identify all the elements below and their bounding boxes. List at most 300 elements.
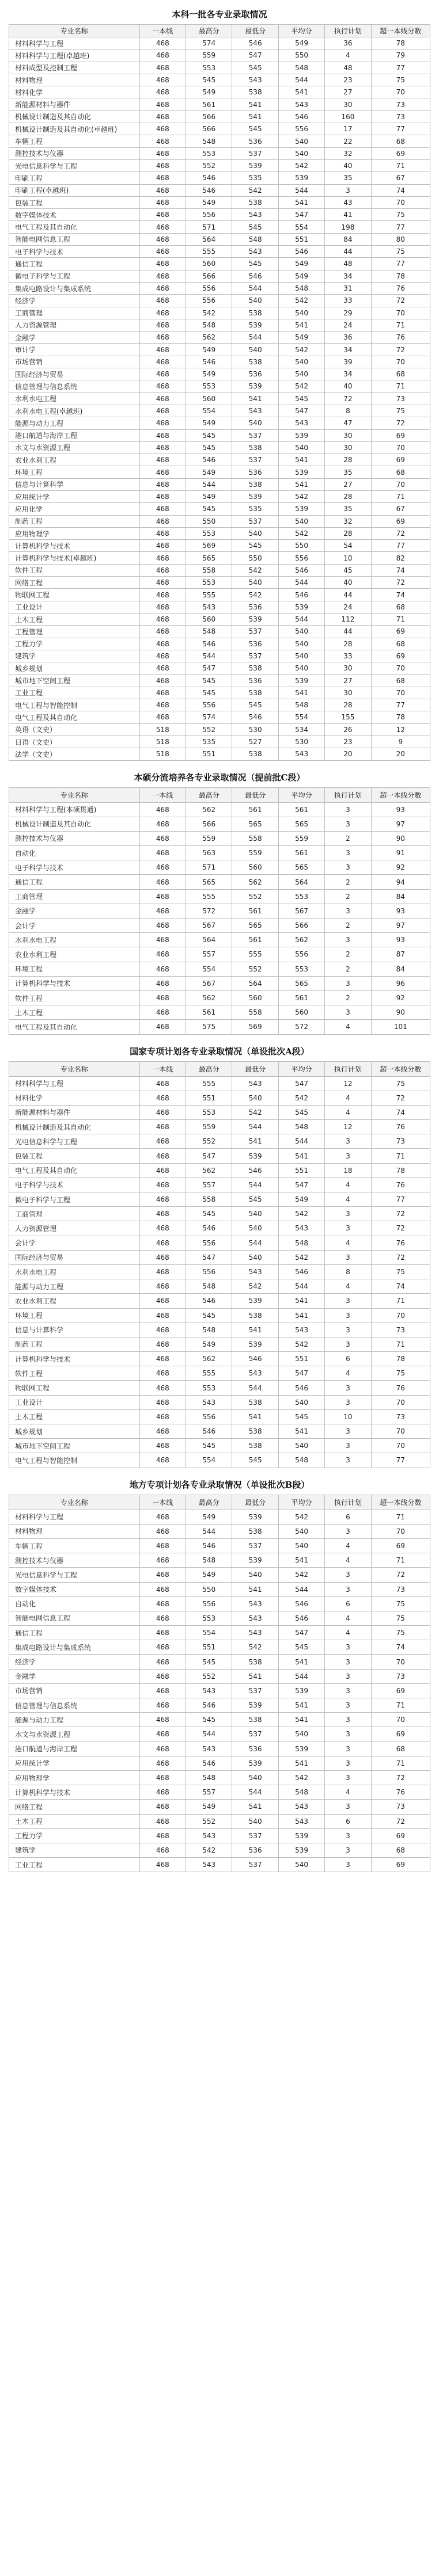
score-cell: 468 (139, 976, 186, 990)
score-cell: 468 (139, 1770, 186, 1785)
score-cell: 567 (186, 976, 232, 990)
score-cell: 468 (139, 1814, 186, 1828)
table-row (9, 1149, 430, 1163)
score-cell: 468 (139, 1568, 186, 1582)
major-name-cell: 材料化学 (9, 1091, 140, 1105)
score-cell: 541 (232, 110, 278, 123)
major-name-cell: 数字媒体技术 (9, 1582, 140, 1596)
score-cell: 537 (232, 1727, 278, 1742)
table-header-row (9, 25, 430, 37)
score-cell: 559 (186, 1120, 232, 1134)
score-cell: 4 (325, 1785, 371, 1800)
score-cell: 72 (371, 1250, 430, 1264)
score-cell: 3 (325, 1742, 371, 1756)
score-cell: 553 (186, 1381, 232, 1395)
score-cell: 554 (186, 1453, 232, 1468)
admission-document (9, 0, 430, 1872)
column-header: 专业名称 (9, 1495, 140, 1510)
score-cell: 544 (186, 650, 232, 662)
major-name-cell: 计算机科学与技术(卓越班) (9, 552, 140, 564)
score-cell: 70 (371, 1439, 430, 1453)
score-cell: 562 (186, 990, 232, 1005)
score-cell: 540 (278, 662, 324, 675)
score-cell: 71 (371, 1337, 430, 1351)
score-cell: 564 (278, 875, 324, 889)
major-name-cell: 经济学 (9, 295, 140, 307)
score-cell: 542 (232, 1279, 278, 1294)
score-cell: 468 (139, 1510, 186, 1524)
score-cell: 77 (371, 62, 430, 74)
table-row (9, 1698, 430, 1713)
score-cell: 468 (139, 1843, 186, 1857)
score-cell: 545 (278, 1640, 324, 1655)
score-cell: 555 (186, 246, 232, 258)
score-cell: 74 (371, 1279, 430, 1294)
score-cell: 544 (278, 1669, 324, 1683)
score-cell: 555 (186, 889, 232, 904)
score-cell: 541 (232, 98, 278, 110)
score-cell: 45 (325, 564, 371, 576)
major-name-cell: 通信工程 (9, 875, 140, 889)
score-cell: 548 (186, 626, 232, 638)
major-name-cell: 材料物理 (9, 1524, 140, 1538)
score-cell: 540 (232, 417, 278, 429)
score-cell: 3 (325, 846, 371, 860)
score-cell: 468 (139, 1524, 186, 1538)
score-cell: 560 (232, 860, 278, 875)
score-cell: 546 (186, 1756, 232, 1770)
score-cell: 544 (232, 1236, 278, 1250)
column-header: 最高分 (186, 1495, 232, 1510)
major-name-cell: 经济学 (9, 1655, 140, 1669)
score-cell: 539 (232, 319, 278, 331)
score-cell: 543 (278, 748, 324, 760)
score-cell: 77 (371, 540, 430, 552)
score-cell: 75 (371, 74, 430, 86)
score-cell: 28 (325, 699, 371, 711)
table-row (9, 947, 430, 962)
score-cell: 33 (325, 295, 371, 307)
score-cell: 2 (325, 919, 371, 933)
section-title: 本科一批各专业录取情况 (172, 9, 267, 20)
score-cell: 556 (186, 282, 232, 294)
score-cell: 3 (325, 1221, 371, 1236)
score-cell: 556 (186, 1236, 232, 1250)
score-cell: 562 (186, 331, 232, 344)
score-cell: 556 (278, 552, 324, 564)
major-name-cell: 土木工程 (9, 613, 140, 625)
score-cell: 556 (186, 295, 232, 307)
score-cell: 542 (278, 344, 324, 356)
score-cell: 468 (139, 490, 186, 502)
score-cell: 538 (232, 662, 278, 675)
table-row (9, 454, 430, 466)
score-cell: 545 (232, 258, 278, 270)
score-cell: 68 (371, 368, 430, 380)
score-cell: 562 (186, 1352, 232, 1366)
score-cell: 537 (232, 1828, 278, 1843)
score-cell: 545 (232, 62, 278, 74)
score-cell: 74 (371, 1105, 430, 1119)
score-cell: 468 (139, 1163, 186, 1178)
column-header: 专业名称 (9, 25, 140, 37)
major-name-cell: 国际经济与贸易 (9, 368, 140, 380)
major-name-cell: 水利水电工程(卓越班) (9, 405, 140, 417)
score-cell: 76 (371, 1178, 430, 1192)
score-cell: 536 (232, 675, 278, 687)
score-cell: 69 (371, 515, 430, 527)
score-cell: 43 (325, 196, 371, 208)
score-cell: 468 (139, 368, 186, 380)
score-cell: 560 (278, 1005, 324, 1020)
score-cell: 542 (278, 527, 324, 539)
table-row (9, 515, 430, 527)
score-cell: 546 (278, 110, 324, 123)
table-row (9, 1395, 430, 1409)
column-header: 平均分 (278, 787, 324, 802)
column-header: 专业名称 (9, 1061, 140, 1076)
score-cell: 550 (186, 1582, 232, 1596)
column-header: 专业名称 (9, 787, 140, 802)
score-cell: 546 (186, 1698, 232, 1713)
score-cell: 3 (325, 860, 371, 875)
score-cell: 70 (371, 662, 430, 675)
score-cell: 3 (325, 1800, 371, 1814)
score-cell: 545 (232, 1192, 278, 1207)
score-cell: 548 (186, 1770, 232, 1785)
score-cell: 3 (325, 1669, 371, 1683)
score-cell: 71 (371, 613, 430, 625)
major-name-cell: 市场营销 (9, 356, 140, 368)
score-cell: 70 (371, 1524, 430, 1538)
major-name-cell: 材料科学与工程(卓越班) (9, 49, 140, 62)
score-cell: 3 (325, 1756, 371, 1770)
major-name-cell: 信息与计算科学 (9, 478, 140, 490)
major-name-cell: 水文与水资源工程 (9, 1727, 140, 1742)
score-cell: 562 (186, 1163, 232, 1178)
score-cell: 71 (371, 380, 430, 393)
major-name-cell: 工商管理 (9, 1207, 140, 1221)
score-cell: 468 (139, 380, 186, 393)
table-row (9, 172, 430, 184)
score-cell: 468 (139, 1236, 186, 1250)
score-cell: 552 (232, 962, 278, 976)
score-cell: 12 (371, 723, 430, 736)
major-name-cell: 车辆工程 (9, 1538, 140, 1553)
score-cell: 551 (186, 1091, 232, 1105)
score-cell: 543 (278, 417, 324, 429)
score-cell: 539 (278, 601, 324, 613)
score-cell: 468 (139, 1582, 186, 1596)
score-cell: 546 (232, 37, 278, 49)
table-row (9, 49, 430, 62)
score-cell: 538 (232, 1439, 278, 1453)
major-name-cell: 自动化 (9, 846, 140, 860)
score-cell: 540 (232, 1770, 278, 1785)
score-cell: 28 (325, 454, 371, 466)
score-cell: 76 (371, 331, 430, 344)
score-cell: 29 (325, 307, 371, 319)
score-cell: 468 (139, 540, 186, 552)
score-cell: 3 (325, 1828, 371, 1843)
score-cell: 561 (278, 802, 324, 817)
score-cell: 72 (325, 393, 371, 405)
score-cell: 574 (186, 37, 232, 49)
score-cell: 71 (371, 490, 430, 502)
admission-table (9, 1061, 430, 1468)
score-cell: 544 (232, 1381, 278, 1395)
score-cell: 549 (278, 1192, 324, 1207)
score-cell: 543 (232, 246, 278, 258)
score-cell: 548 (278, 1453, 324, 1468)
score-cell: 3 (325, 1149, 371, 1163)
score-cell: 540 (278, 1727, 324, 1742)
score-cell: 539 (232, 1698, 278, 1713)
score-cell: 543 (186, 1828, 232, 1843)
score-cell: 557 (186, 1785, 232, 1800)
major-name-cell: 物联网工程 (9, 1381, 140, 1395)
score-cell: 546 (278, 1264, 324, 1279)
score-cell: 468 (139, 919, 186, 933)
score-cell: 549 (186, 466, 232, 478)
score-cell: 468 (139, 1221, 186, 1236)
score-cell: 540 (278, 638, 324, 650)
table-row (9, 650, 430, 662)
table-row (9, 1683, 430, 1698)
score-cell: 559 (186, 49, 232, 62)
score-cell: 468 (139, 904, 186, 918)
score-cell: 468 (139, 344, 186, 356)
score-cell: 78 (371, 1163, 430, 1178)
score-cell: 468 (139, 933, 186, 947)
score-cell: 74 (371, 1640, 430, 1655)
score-cell: 3 (325, 976, 371, 990)
score-cell: 71 (371, 1756, 430, 1770)
score-cell: 70 (371, 1424, 430, 1439)
score-cell: 554 (186, 962, 232, 976)
score-cell: 75 (371, 1366, 430, 1381)
score-cell: 3 (325, 1524, 371, 1538)
score-cell: 541 (278, 196, 324, 208)
score-cell: 468 (139, 601, 186, 613)
table-row (9, 1020, 430, 1034)
major-name-cell: 能源与动力工程 (9, 417, 140, 429)
major-name-cell: 包装工程 (9, 196, 140, 208)
score-cell: 539 (232, 1337, 278, 1351)
score-cell: 546 (186, 184, 232, 196)
table-row (9, 503, 430, 515)
score-cell: 72 (371, 295, 430, 307)
score-cell: 545 (232, 699, 278, 711)
score-cell: 77 (371, 1192, 430, 1207)
score-cell: 560 (232, 990, 278, 1005)
section-gap (9, 1468, 430, 1475)
score-cell: 468 (139, 429, 186, 441)
major-name-cell: 材料成型及控制工程 (9, 62, 140, 74)
score-cell: 70 (371, 1713, 430, 1727)
score-cell: 90 (371, 831, 430, 845)
score-cell: 540 (278, 307, 324, 319)
score-cell: 4 (325, 1020, 371, 1034)
table-row (9, 976, 430, 990)
score-cell: 77 (371, 258, 430, 270)
table-row (9, 711, 430, 723)
major-name-cell: 应用物理学 (9, 1770, 140, 1785)
major-name-cell: 金融学 (9, 331, 140, 344)
major-name-cell: 金融学 (9, 904, 140, 918)
score-cell: 569 (232, 1020, 278, 1034)
major-name-cell: 计算机科学与技术 (9, 976, 140, 990)
table-row (9, 1553, 430, 1568)
major-name-cell: 日语（文史） (9, 736, 140, 748)
table-row (9, 110, 430, 123)
score-cell: 553 (186, 527, 232, 539)
score-cell: 543 (232, 1076, 278, 1091)
score-cell: 77 (371, 699, 430, 711)
score-cell: 70 (371, 687, 430, 699)
table-row (9, 196, 430, 208)
score-cell: 540 (278, 147, 324, 159)
major-name-cell: 应用统计学 (9, 490, 140, 502)
major-name-cell: 会计学 (9, 1236, 140, 1250)
score-cell: 10 (325, 552, 371, 564)
score-cell: 468 (139, 331, 186, 344)
score-cell: 565 (278, 817, 324, 831)
score-cell: 468 (139, 37, 186, 49)
table-row (9, 736, 430, 748)
score-cell: 552 (186, 723, 232, 736)
score-cell: 468 (139, 147, 186, 159)
score-cell: 543 (186, 601, 232, 613)
table-row (9, 1279, 430, 1294)
score-cell: 468 (139, 1076, 186, 1091)
score-cell: 567 (186, 919, 232, 933)
score-cell: 4 (325, 1192, 371, 1207)
score-cell: 546 (186, 1538, 232, 1553)
score-cell: 68 (371, 466, 430, 478)
score-cell: 548 (186, 319, 232, 331)
score-cell: 468 (139, 1669, 186, 1683)
major-name-cell: 工商管理 (9, 889, 140, 904)
score-cell: 546 (278, 564, 324, 576)
table-row (9, 1221, 430, 1236)
score-cell: 572 (278, 1020, 324, 1034)
table-row (9, 1524, 430, 1538)
score-cell: 556 (186, 1409, 232, 1424)
score-cell: 71 (371, 1294, 430, 1308)
score-cell: 549 (186, 196, 232, 208)
score-cell: 468 (139, 638, 186, 650)
major-name-cell: 英语（文史） (9, 723, 140, 736)
score-cell: 3 (325, 1207, 371, 1221)
score-cell: 542 (232, 564, 278, 576)
table-row (9, 98, 430, 110)
score-cell: 30 (325, 662, 371, 675)
major-name-cell: 金融学 (9, 1669, 140, 1683)
score-cell: 468 (139, 246, 186, 258)
score-cell: 540 (232, 1250, 278, 1264)
table-row (9, 662, 430, 675)
score-cell: 3 (325, 1323, 371, 1337)
score-cell: 562 (278, 933, 324, 947)
major-name-cell: 电气工程与智能控制 (9, 1453, 140, 1468)
score-cell: 549 (186, 344, 232, 356)
score-cell: 69 (371, 429, 430, 441)
score-cell: 551 (278, 1163, 324, 1178)
score-cell: 468 (139, 1800, 186, 1814)
major-name-cell: 工程力学 (9, 1828, 140, 1843)
score-cell: 558 (232, 1005, 278, 1020)
table-row (9, 831, 430, 845)
column-header: 最低分 (232, 1061, 278, 1076)
major-name-cell: 微电子科学与工程 (9, 1192, 140, 1207)
score-cell: 539 (232, 1756, 278, 1770)
score-cell: 468 (139, 1005, 186, 1020)
score-cell: 31 (325, 282, 371, 294)
score-cell: 571 (186, 221, 232, 233)
column-header: 超一本线分数 (371, 787, 430, 802)
score-cell: 542 (278, 1207, 324, 1221)
major-name-cell: 审计学 (9, 344, 140, 356)
score-cell: 549 (186, 1337, 232, 1351)
score-cell: 6 (325, 1352, 371, 1366)
score-cell: 28 (325, 490, 371, 502)
major-name-cell: 计算机科学与技术 (9, 1785, 140, 1800)
score-cell: 561 (186, 1005, 232, 1020)
table-row (9, 875, 430, 889)
table-row (9, 86, 430, 98)
score-cell: 468 (139, 1264, 186, 1279)
table-row (9, 601, 430, 613)
score-cell: 468 (139, 1596, 186, 1611)
score-cell: 468 (139, 307, 186, 319)
score-cell: 468 (139, 110, 186, 123)
major-name-cell: 光电信息科学与工程 (9, 159, 140, 172)
score-cell: 546 (278, 1611, 324, 1625)
major-name-cell: 工程管理 (9, 626, 140, 638)
score-cell: 35 (325, 466, 371, 478)
major-name-cell: 印刷工程 (9, 172, 140, 184)
score-cell: 468 (139, 552, 186, 564)
score-cell: 70 (371, 356, 430, 368)
score-cell: 539 (278, 172, 324, 184)
major-name-cell: 材料科学与工程 (9, 37, 140, 49)
table-row (9, 123, 430, 135)
score-cell: 468 (139, 1352, 186, 1366)
score-cell: 468 (139, 1756, 186, 1770)
table-row (9, 1727, 430, 1742)
score-cell: 556 (278, 123, 324, 135)
score-cell: 564 (186, 233, 232, 245)
score-cell: 561 (186, 98, 232, 110)
major-name-cell: 电气工程与智能控制 (9, 699, 140, 711)
score-cell: 543 (278, 98, 324, 110)
score-cell: 537 (232, 626, 278, 638)
score-cell: 80 (371, 233, 430, 245)
score-cell: 541 (278, 1149, 324, 1163)
score-cell: 518 (139, 736, 186, 748)
score-cell: 3 (325, 1424, 371, 1439)
score-cell: 540 (232, 1091, 278, 1105)
score-cell: 551 (278, 1352, 324, 1366)
score-cell: 468 (139, 62, 186, 74)
major-name-cell: 城市地下空间工程 (9, 675, 140, 687)
score-cell: 537 (232, 1538, 278, 1553)
major-name-cell: 环境工程 (9, 1308, 140, 1323)
score-cell: 3 (325, 1337, 371, 1351)
table-row (9, 687, 430, 699)
table-row (9, 307, 430, 319)
